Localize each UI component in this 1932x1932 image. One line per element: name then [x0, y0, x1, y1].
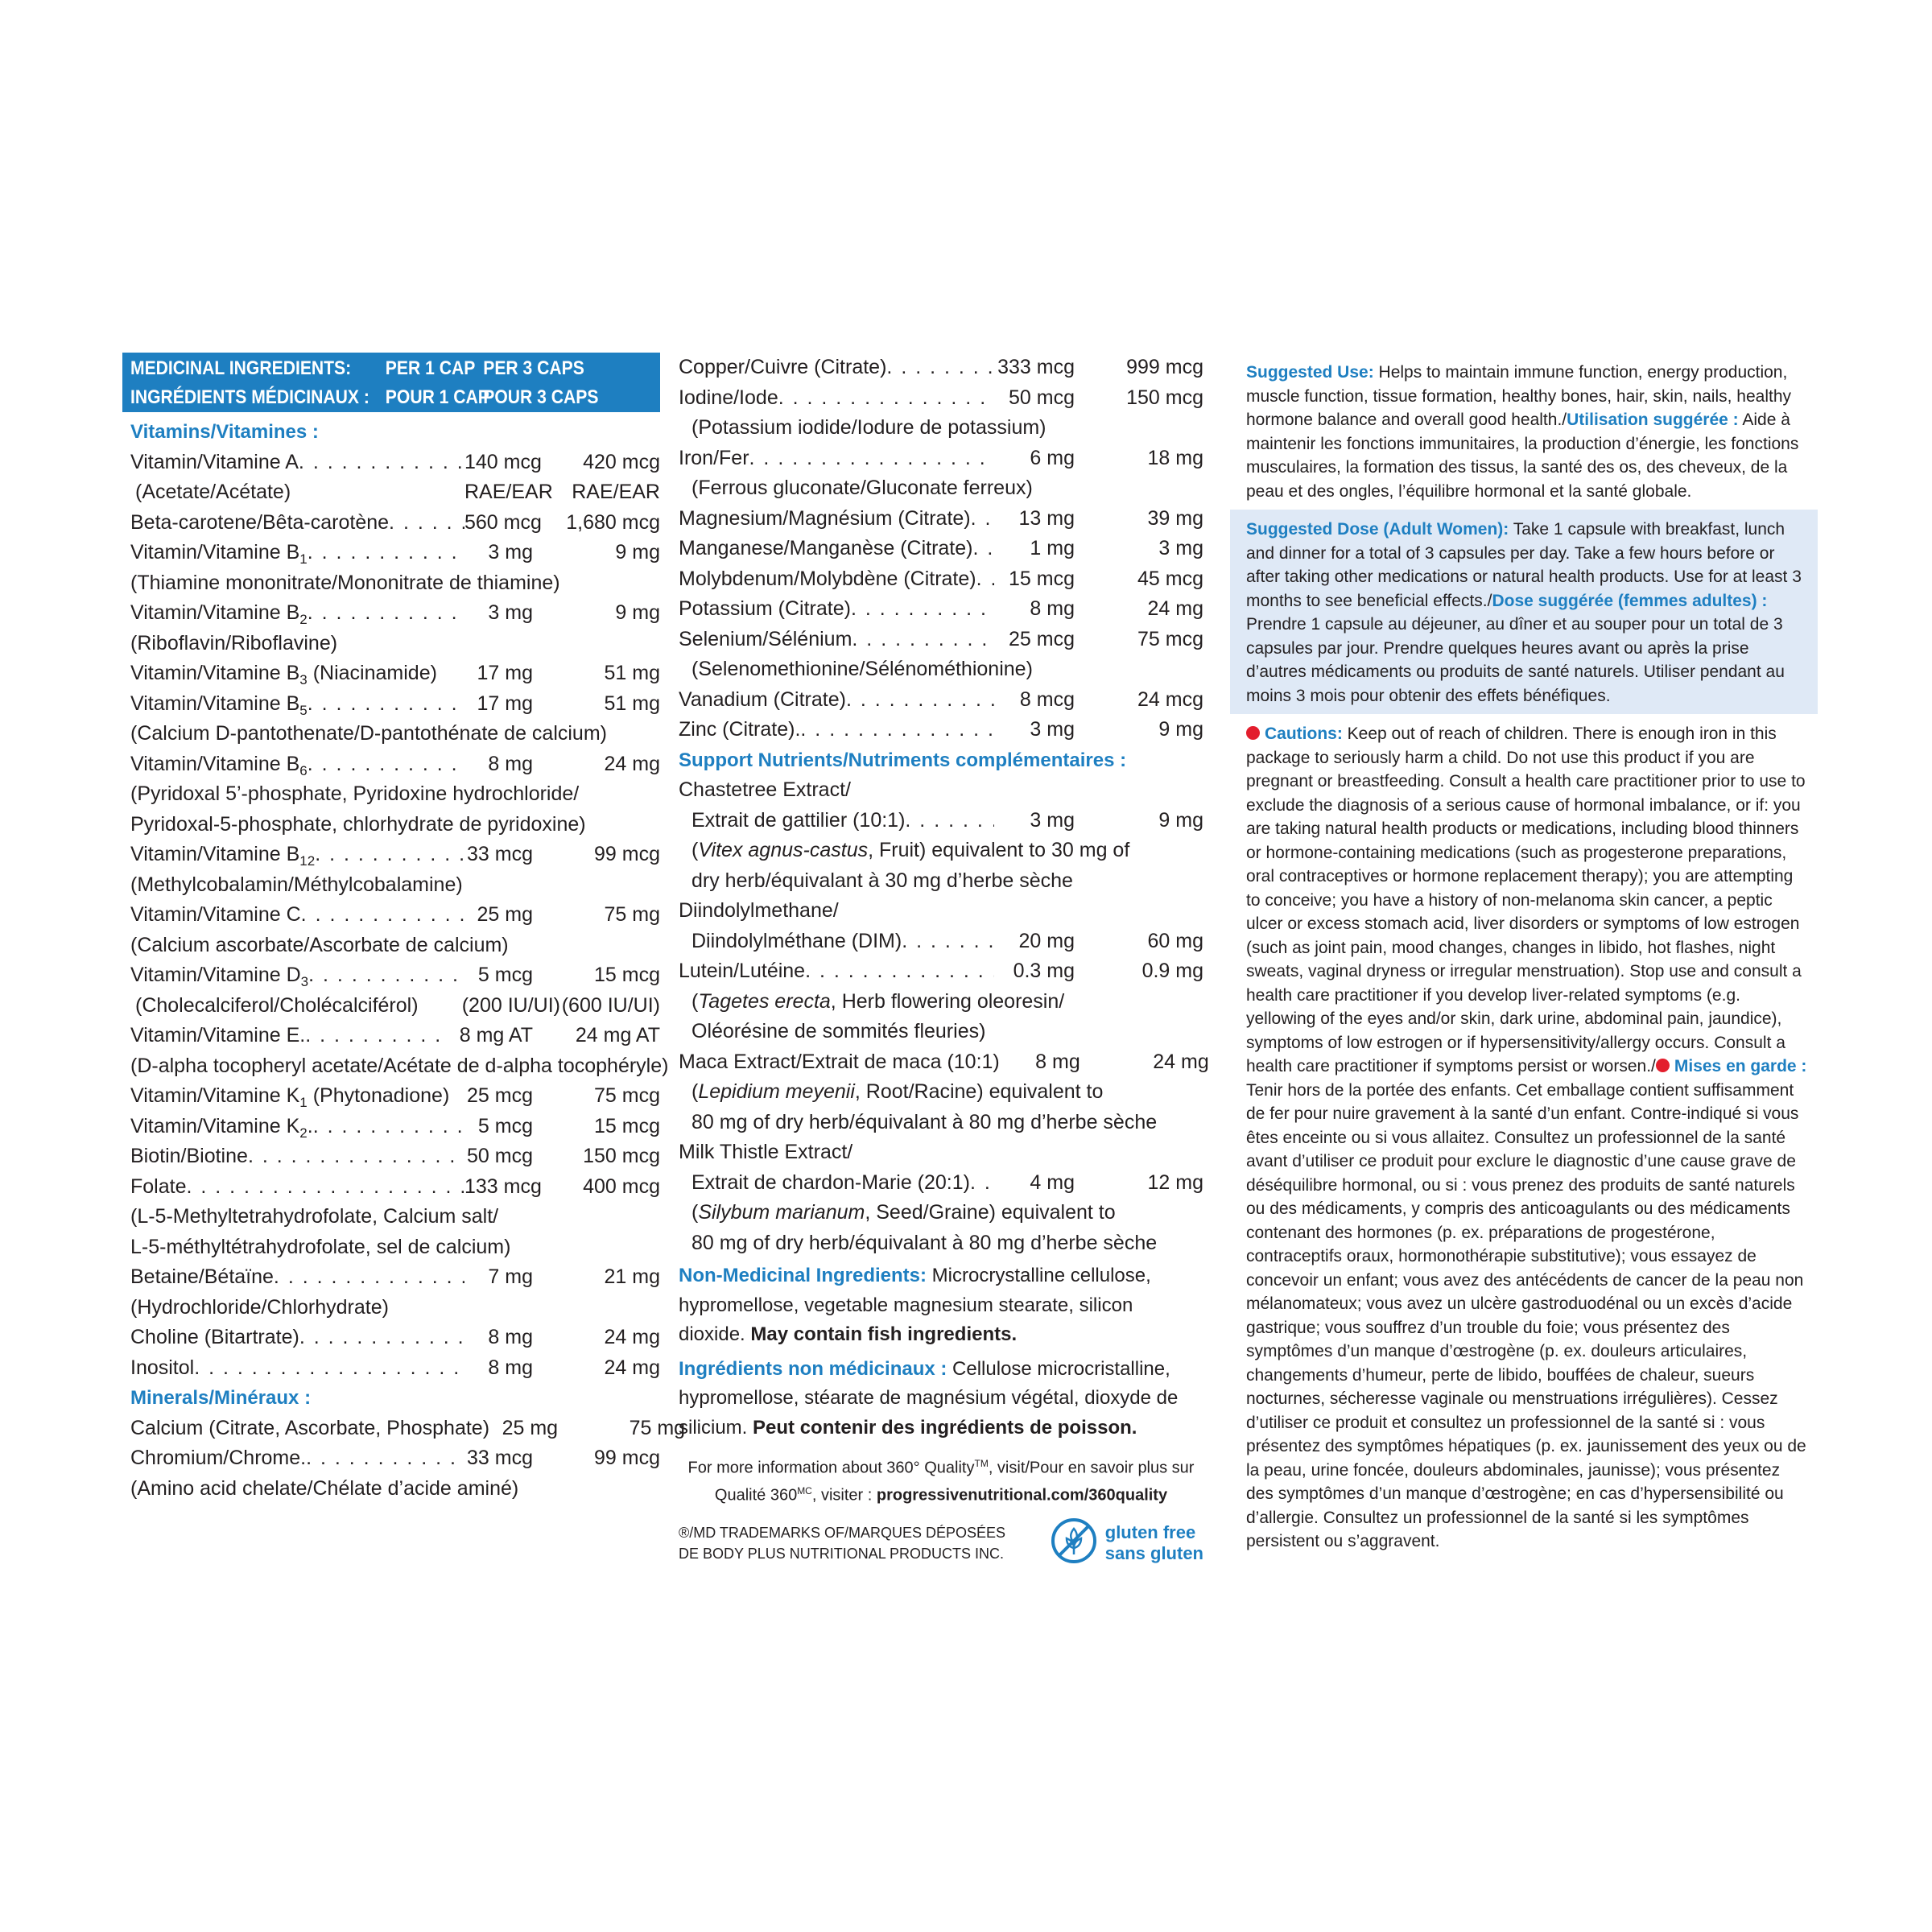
ingredient-row: Maca Extract/Extrait de maca (10:1) 8 mg 24 mg — [679, 1050, 1209, 1073]
ingredient-source: (Silybum marianum, Seed/Graine) equivalent to — [691, 1201, 1116, 1224]
ingredient-source: (Hydrochloride/Chlorhydrate) — [130, 1295, 389, 1319]
ingredient-row: Vitamin/Vitamine $B_3$ (Niacinamide) 17 mg 51 mg — [130, 662, 660, 687]
ingredient-source: (D-alpha tocopheryl acetate/Acétate de d-alpha tocophéryle) — [130, 1054, 669, 1077]
non-medicinal-ingredients-en: Non-Medicinal Ingredients: Microcrystalline cellulose, hypromellose, vegetable magnesium stearate, silicon dioxide. May contain fish ingredients. — [679, 1265, 1151, 1345]
cautions: Cautions: Keep out of reach of children. There is enough iron in this package to seriously harm a child. Do not use this product if you are pregnant or breastfeeding. Consult a health care practitioner prior to use to exclude the diagnosis of a serious cause of hormonal imbalance, or if: you are taking natural health products or medications, including blood thinners or hormone-containing medications (such as progesterone preparations, oral contraceptives or hormone replacement therapy); you are attempting to conceive; you have a history of non-melanoma skin cancer, a peptic ulcer or excess stomach acid, liver disorders or symptoms of low estrogen (such as joint pain, mood changes, changes in libido, hot flashes, night sweats, vaginal dryness or irregular menstruation). Stop use and consult a health care practitioner if you develop liver-related symptoms (e.g. yellowing of the eyes and/or skin, dark urine, abdominal pain, jaundice), symptoms of low estrogen or if hypersensitivity/allergy occurs. Consult a health care practitioner if symptoms persist or worsen./ Mises en garde : Tenir hors de la portée des enfants. Cet emballage contient suffisamment de fer pour nuire gravement à la santé d’un enfant. Contre-indiqué si vous êtes enceinte ou si vous allaitez. Consultez un professionnel de la santé avant d’utiliser ce produit pour exclure le diagnostic d’une cause grave de déséquilibre hormonal, ou si : vous prenez des produits de santé naturels ou des médicaments, y compris des anticoagulants ou des médicaments contenant des hormones (p. ex. préparations de progestérone, contraceptifs oraux, hormonothérapie substitutive); vous essayez de concevoir un enfant; vous avez des antécédents de cancer de la peau non mélanomateux; vous avez un ulcère gastroduodénal ou un excès d’acide gastrique; vous souffrez d’un trouble du foie; vous présentez des symptômes d’un manque d’œstrogène (p. ex. douleurs articulaires, changements d’humeur, perte de libido, bouffées de chaleur, sueurs nocturnes, sécheresse vaginale ou menstruations irrégulières). Cessez d’utiliser ce produit et consultez un professionnel de la santé si : vous présentez des symptômes hépatiques (p. ex. jaunissement des yeux ou de la peau, urine foncée, douleurs abdominales, jaunisse); vous présentez des symptômes d’un manque d’œstrogène; en cas d’hypersensibilité ou d’allergie. Consultez un professionnel de la santé si les symptômes persistent ou s’aggravent. — [1246, 724, 1807, 1550]
header-per1-fr: POUR 1 CAP — [385, 386, 489, 408]
ingredient-row: Manganese/Manganèse (Citrate) . . . 1 mg 3 mg — [679, 534, 1203, 564]
ingredient-source: (Amino acid chelate/Chélate d’acide aminé) — [130, 1476, 519, 1500]
warning-dot-icon — [1246, 726, 1260, 740]
vitamins-heading: Vitamins/Vitamines : — [130, 421, 319, 443]
ingredient-name: Milk Thistle Extract/ — [679, 1141, 853, 1163]
ingredient-row: Vitamin/Vitamine $B_5$ . . . 17 mg 51 mg — [122, 689, 660, 720]
ingredients-header — [122, 353, 660, 412]
trademark-notice: ®/MD TRADEMARKS OF/MARQUES DÉPOSÉES DE BODY PLUS NUTRITIONAL PRODUCTS INC. — [679, 1525, 1005, 1563]
header-per3-fr: POUR 3 CAPS — [483, 386, 599, 408]
ingredient-row: Iron/Fer . . . 6 mg 18 mg — [679, 444, 1203, 474]
ingredient-row: Vitamin/Vitamine C . . . 25 mg 75 mg — [122, 900, 660, 931]
ingredient-row: Biotin/Biotine . . . 50 mcg 150 mcg — [122, 1141, 660, 1172]
ingredients-column-2 — [679, 353, 1209, 1569]
header-per3-en: PER 3 CAPS — [483, 357, 584, 379]
ingredient-row: Vitamin/Vitamine $K_2$. . . . 5 mcg 15 mcg — [122, 1112, 660, 1142]
ingredient-row: Molybdenum/Molybdène (Citrate) . . . 15 mcg 45 mcg — [679, 564, 1203, 595]
ingredient-row: Vitamin/Vitamine A . . . 140 mcg 420 mcg — [122, 448, 660, 478]
ingredient-row: Betaine/Bétaïne . . . 7 mg 21 mg — [122, 1262, 660, 1293]
ingredient-row: Vitamin/Vitamine $B_2$ . . . 3 mg 9 mg — [122, 598, 660, 629]
ingredient-source: (Pyridoxal 5’-phosphate, Pyridoxine hydrochloride/ — [130, 782, 580, 805]
ingredient-source: Oléorésine de sommités fleuries) — [691, 1020, 986, 1042]
ingredient-row: Vitamin/Vitamine $D_3$ . . . 5 mcg 15 mcg — [122, 960, 660, 991]
ingredient-name: Chastetree Extract/ — [679, 778, 851, 801]
ingredient-source: (Ferrous gluconate/Gluconate ferreux) — [691, 477, 1033, 499]
ingredient-source: (Calcium ascorbate/Ascorbate de calcium) — [130, 933, 509, 956]
quality-link[interactable]: progressivenutritional.com/360quality — [876, 1486, 1168, 1505]
ingredient-row: Vanadium (Citrate) . . . 8 mcg 24 mcg — [679, 685, 1203, 716]
ingredient-source: (L-5-Methyltetrahydrofolate, Calcium salt/ — [130, 1205, 499, 1228]
ingredient-row: Extrait de gattilier (10:1) . . . 3 mg 9 mg — [679, 806, 1203, 836]
usage-column — [1230, 353, 1818, 1560]
footer-row — [679, 1517, 1203, 1569]
ingredient-source: (Methylcobalamin/Méthylcobalamine) — [130, 873, 463, 896]
ingredient-row: Iodine/Iode . . . 50 mcg 150 mcg — [679, 383, 1203, 414]
ingredients-column-1 — [122, 353, 686, 1504]
ingredient-row: Beta-carotene/Bêta-carotène . . . 560 mcg 1,680 mcg — [122, 508, 660, 539]
ingredient-source: 80 mg of dry herb/équivalant à 80 mg d’herbe sèche — [691, 1231, 1158, 1254]
warning-dot-icon — [1656, 1059, 1670, 1072]
ingredient-row: (Cholecalciferol/Cholécalciférol) (200 IU/UI) (600 IU/UI) — [135, 993, 660, 1017]
ingredient-row: Diindolylméthane (DIM) . . . 20 mg 60 mg — [679, 927, 1203, 957]
ingredient-row: Vitamin/Vitamine $B_{12}$ . . . 33 mcg 99 mcg — [122, 840, 660, 870]
header-label-en: MEDICINAL INGREDIENTS: — [130, 357, 352, 379]
ingredient-source: dry herb/équivalant à 30 mg d’herbe sèche — [691, 869, 1073, 892]
ingredient-row: Choline (Bitartrate) . . . 8 mg 24 mg — [122, 1323, 660, 1353]
ingredient-row: Folate . . . 133 mcg 400 mcg — [122, 1172, 660, 1203]
ingredient-source: Pyridoxal-5-phosphate, chlorhydrate de pyridoxine) — [130, 812, 586, 836]
ingredient-source: L-5-méthyltétrahydrofolate, sel de calcium) — [130, 1235, 511, 1258]
ingredient-row: Selenium/Sélénium . . . 25 mcg 75 mcg — [679, 625, 1203, 655]
quality-info: For more information about 360° Quality™, visit/Pour en savoir plus sur Qualité $360^{MC}$, visiter : progressivenutritional.com/360quality — [687, 1458, 1195, 1505]
ingredient-source: (Calcium D-pantothenate/D-pantothénate de calcium) — [130, 722, 607, 745]
ingredient-name: Diindolylmethane/ — [679, 899, 839, 922]
ingredient-row: (Acetate/Acétate) RAE/EAR RAE/EAR — [135, 481, 660, 503]
ingredient-source: 80 mg of dry herb/équivalant à 80 mg d’herbe sèche — [691, 1110, 1158, 1133]
gluten-free-badge: gluten free sans gluten — [1051, 1517, 1203, 1569]
ingredient-row: Vitamin/Vitamine $B_6$ . . . 8 mg 24 mg — [122, 749, 660, 780]
ingredient-row: Vitamin/Vitamine $K_1$ (Phytonadione) 25 mcg 75 mcg — [130, 1084, 660, 1110]
ingredient-row: Lutein/Lutéine . . . 0.3 mg 0.9 mg — [679, 956, 1203, 987]
header-label-fr: INGRÉDIENTS MÉDICINAUX : — [130, 386, 369, 408]
ingredient-source: (Vitex agnus-castus, Fruit) equivalent to 30 mg of — [691, 839, 1130, 861]
header-per1-en: PER 1 CAP — [385, 357, 476, 379]
ingredient-row: Magnesium/Magnésium (Citrate) . . . 13 mg 39 mg — [679, 504, 1203, 535]
ingredient-row: Extrait de chardon-Marie (20:1) . . . 4 mg 12 mg — [679, 1168, 1203, 1199]
ingredient-row: Potassium (Citrate) . . . 8 mg 24 mg — [679, 594, 1203, 625]
ingredient-source: (Riboflavin/Riboflavine) — [130, 631, 338, 654]
ingredient-row: Inositol . . . 8 mg 24 mg — [122, 1353, 660, 1384]
ingredient-source: (Tagetes erecta, Herb flowering oleoresin/ — [691, 989, 1065, 1013]
support-nutrients-heading: Support Nutrients/Nutriments complémentaires : — [679, 749, 1127, 771]
non-medicinal-ingredients-fr: Ingrédients non médicinaux : Cellulose microcristalline, hypromellose, stéarate de magnésium végétal, dioxyde de silicium. Peut contenir des ingrédients de poisson. — [679, 1357, 1179, 1439]
ingredient-row: Chromium/Chrome. . . . 33 mcg 99 mcg — [122, 1443, 660, 1474]
gluten-free-icon — [1051, 1517, 1097, 1569]
minerals-heading: Minerals/Minéraux : — [130, 1387, 312, 1409]
ingredient-row: Vitamin/Vitamine E. . . . 8 mg AT 24 mg AT — [122, 1021, 660, 1051]
ingredient-row: Zinc (Citrate). . . . 3 mg 9 mg — [679, 715, 1203, 745]
ingredient-source: (Lepidium meyenii, Root/Racine) equivalent to — [691, 1080, 1104, 1103]
ingredient-row: Vitamin/Vitamine $B_1$ . . . 3 mg 9 mg — [122, 538, 660, 568]
ingredient-source: (Potassium iodide/Iodure de potassium) — [691, 416, 1046, 439]
suggested-dose: Suggested Dose (Adult Women): Take 1 capsule with breakfast, lunch and dinner for a total of 3 capsules per day. Take a few hours before or after taking other medications or natural health products. Use for at least 3 months to see beneficial effects./Dose suggérée (femmes adultes) : Prendre 1 capsule au déjeuner, au dîner et au souper pour un total de 3 capsules par jour. Prendre quelques heures avant ou après la prise d’autres médicaments ou produits de santé naturels. Utiliser pendant au moins 3 mois pour obtenir des effets bénéfiques. — [1230, 510, 1818, 714]
suggested-use: Suggested Use: Helps to maintain immune function, energy production, muscle function, tissue formation, healthy bones, hair, skin, nails, healthy hormone balance and overall good health./Utilisation suggérée : Aide à maintenir les fonctions immunitaires, la production d’énergie, les fonctions musculaires, la formation des tissus, la santé des os, des cheveux, de la peau et des ongles, l’équilibre hormonal et la santé globale. — [1246, 363, 1799, 501]
ingredient-row: Calcium (Citrate, Ascorbate, Phosphate) 25 mg 75 mg — [130, 1416, 686, 1439]
ingredient-source: (Selenomethionine/Sélénométhionine) — [691, 658, 1033, 680]
ingredient-source: (Thiamine mononitrate/Mononitrate de thiamine) — [130, 571, 560, 594]
ingredient-row: Copper/Cuivre (Citrate) . . . 333 mcg 999 mcg — [679, 353, 1203, 383]
